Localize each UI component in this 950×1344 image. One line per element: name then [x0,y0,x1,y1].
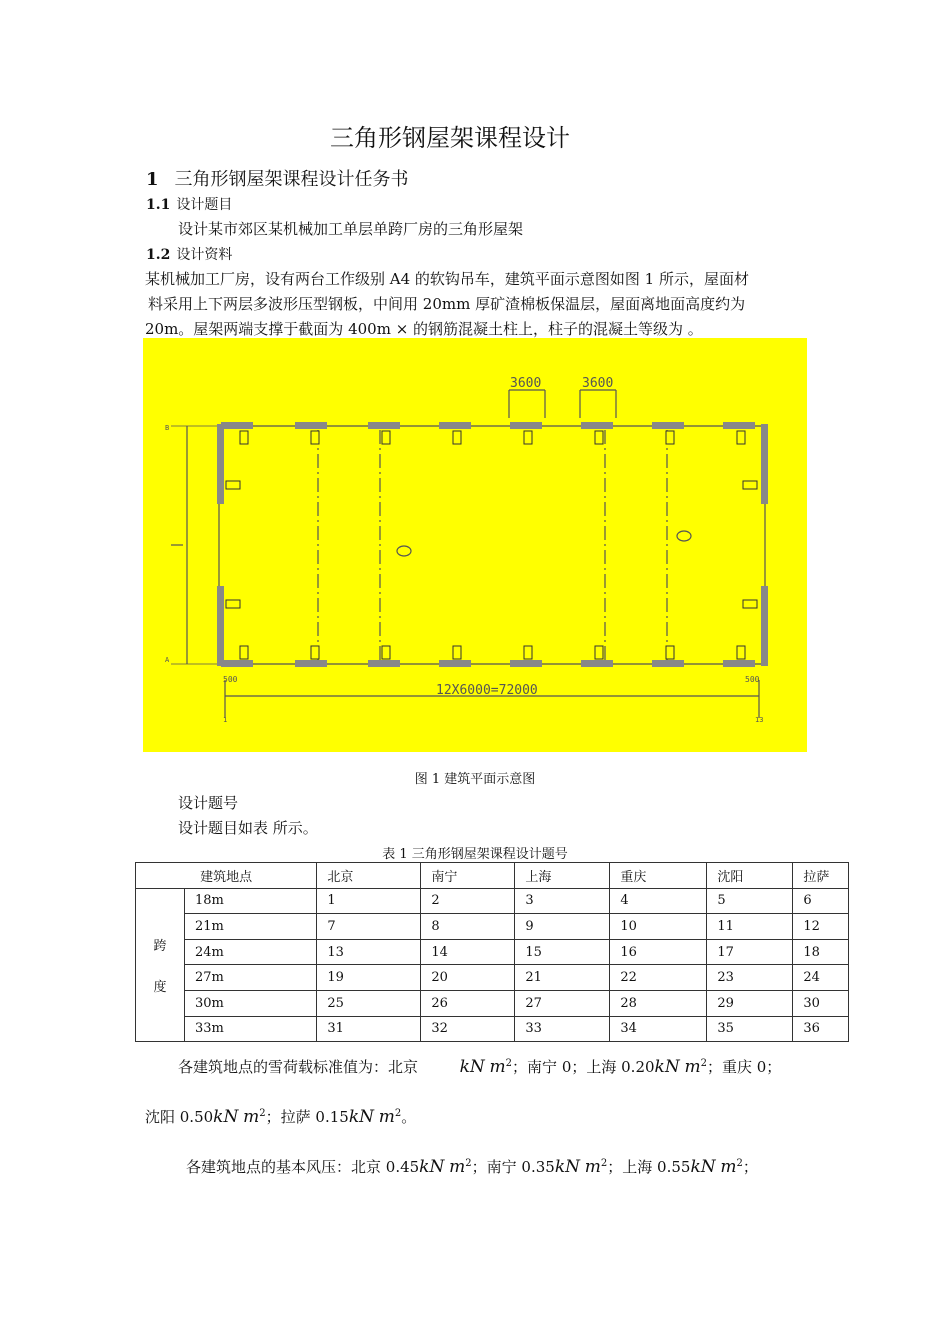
unit-sup: 2 [505,1058,513,1069]
design-data-line: 20m。屋架两端支撑于截面为 400m × 的钢筋混凝土柱上，柱子的混凝土等级为 。 [145,320,703,338]
unit-kn: kN [554,1157,580,1177]
location-header: 建筑地点 [136,863,317,889]
span-cell: 18m [185,888,317,914]
wind-intro: 各建筑地点的基本风压：北京 0.45 [186,1158,420,1176]
dim-top-2: 3600 [582,376,614,391]
section-number: 1 [146,169,159,190]
table-cell: 35 [707,1016,793,1042]
table-cell: 11 [707,914,793,940]
table-cell: 14 [421,939,515,965]
design-data-line: 某机械加工厂房，设有两台工作级别 A4 的软钩吊车，建筑平面示意图如图 1 所示，屋面材 [145,270,749,288]
table-cell: 17 [707,939,793,965]
table-cell: 18 [793,939,849,965]
unit-sup: 2 [700,1058,707,1069]
table-cell: 6 [793,888,849,914]
axis-label-bottom: A [165,656,170,664]
unit-kn: kN [419,1157,445,1177]
unit-sup: 2 [394,1108,402,1119]
unit-sup: 2 [600,1158,608,1169]
table-cell: 1 [317,888,421,914]
section-number: 1.2 [146,247,171,263]
table-cell: 5 [707,888,793,914]
city-header: 上海 [515,863,610,889]
table-row [136,990,849,1016]
dim-top-1: 3600 [510,376,542,391]
section-title: 设计资料 [176,247,233,263]
table-cell: 29 [707,990,793,1016]
table-cell: 31 [317,1016,421,1042]
unit-m: m [720,1157,737,1177]
section-1-heading [146,165,409,191]
table-cell: 25 [317,990,421,1016]
building-plan-figure [143,338,807,752]
table-cell: 30 [793,990,849,1016]
snow-chongqing: ；重庆 0； [707,1058,782,1076]
wind-end: ； [742,1158,758,1176]
figure-caption: 图 1 建筑平面示意图 [414,772,536,787]
table-cell: 22 [610,965,707,991]
snow-load-line-2 [145,1106,416,1127]
table-cell: 26 [421,990,515,1016]
table-row [136,939,849,965]
city-header: 北京 [317,863,421,889]
table-row [136,1016,849,1042]
city-header: 重庆 [610,863,707,889]
span-cell: 24m [185,939,317,965]
snow-shenyang: 沈阳 0.50 [145,1108,214,1126]
unit-m: m [684,1057,701,1077]
table-row [136,888,849,914]
span-cell: 33m [185,1016,317,1042]
design-no-text: 设计题目如表 所示。 [178,819,318,837]
design-topic-table [135,862,849,1042]
span-cell: 27m [185,965,317,991]
snow-lhasa: ；拉萨 0.15 [265,1108,349,1126]
table-cell: 28 [610,990,707,1016]
table-cell: 19 [317,965,421,991]
table-cell: 10 [610,914,707,940]
unit-sup: 2 [259,1108,266,1119]
design-data-line: 料采用上下两层多波形压型钢板，中间用 20mm 厚矿渣棉板保温层，屋面离地面高度约为 [148,295,746,313]
table-cell: 20 [421,965,515,991]
table-cell: 33 [515,1016,610,1042]
table-cell: 4 [610,888,707,914]
table-cell: 24 [793,965,849,991]
table-cell: 13 [317,939,421,965]
wind-nanning: ；南宁 0.35 [471,1158,555,1176]
span-label-2: 度 [153,979,167,995]
unit-m: m [489,1057,506,1077]
table-cell: 32 [421,1016,515,1042]
table-cell: 12 [793,914,849,940]
snow-load-line-1 [178,1056,781,1077]
unit-m: m [449,1157,466,1177]
span-label-1: 跨 [153,938,167,954]
table-cell: 36 [793,1016,849,1042]
unit-m: m [584,1157,601,1177]
table-cell: 16 [610,939,707,965]
table-cell: 9 [515,914,610,940]
wind-pressure-line [186,1156,758,1177]
axis-label-left: 1 [223,716,228,724]
axis-label-right: 13 [755,716,764,724]
table-cell: 15 [515,939,610,965]
design-topic-text: 设计某市郊区某机械加工单层单跨厂房的三角形屋架 [178,220,524,238]
table-cell: 23 [707,965,793,991]
unit-kn: kN [459,1057,485,1077]
table-cell: 34 [610,1016,707,1042]
section-title: 设计题目 [176,197,233,213]
dim-bottom: 12X6000=72000 [436,683,538,698]
city-header: 南宁 [421,863,515,889]
table-caption: 表 1 三角形钢屋架课程设计题号 [382,847,568,862]
snow-intro: 各建筑地点的雪荷载标准值为：北京 [178,1058,419,1076]
snow-nanning: ；南宁 0；上海 0.20 [512,1058,655,1076]
unit-sup: 2 [736,1158,743,1169]
unit-kn: kN [348,1107,374,1127]
span-cell: 30m [185,990,317,1016]
unit-kn: kN [213,1107,239,1127]
section-1-2-heading [146,244,232,264]
table-cell: 7 [317,914,421,940]
wind-shanghai: ；上海 0.55 [607,1158,691,1176]
section-1-1-heading [146,194,232,214]
table-row [136,965,849,991]
table-cell: 8 [421,914,515,940]
table-header-row [136,863,849,889]
section-number: 1.1 [146,197,171,213]
end-right-dim: 500 [745,675,760,684]
section-title: 三角形钢屋架课程设计任务书 [174,169,409,190]
end-left-dim: 500 [223,675,238,684]
unit-m: m [378,1107,395,1127]
table-row [136,914,849,940]
design-no-label: 设计题号 [178,794,239,812]
table-cell: 2 [421,888,515,914]
span-label [136,888,185,1042]
table-cell: 27 [515,990,610,1016]
unit-kn: kN [654,1057,680,1077]
table-cell: 21 [515,965,610,991]
snow-end: 。 [401,1108,417,1126]
page-title: 三角形钢屋架课程设计 [330,124,570,152]
axis-label-top: B [165,424,170,432]
span-cell: 21m [185,914,317,940]
unit-sup: 2 [465,1158,472,1169]
building-plan-drawing [143,338,807,752]
city-header: 沈阳 [707,863,793,889]
city-header: 拉萨 [793,863,849,889]
table-cell: 3 [515,888,610,914]
unit-m: m [243,1107,260,1127]
unit-kn: kN [690,1157,716,1177]
